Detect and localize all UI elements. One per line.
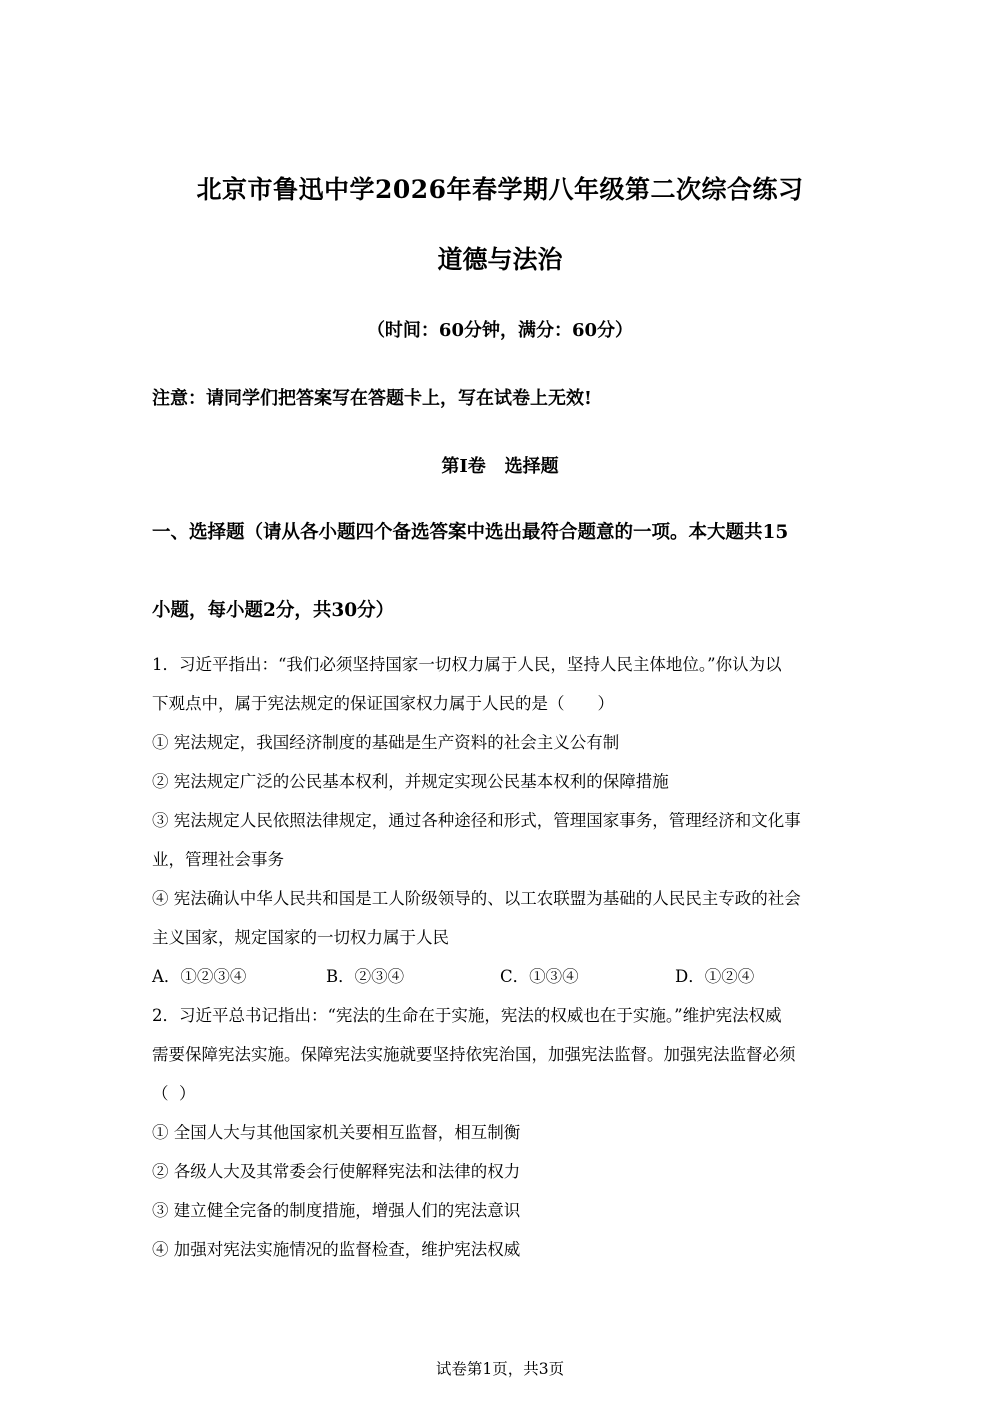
page-footer: 试卷第1页，共3页 [435, 1360, 565, 1378]
q2-stem-line3: （ ） [152, 1084, 196, 1103]
q1-item-4: ④ 宪法确认中华人民共和国是工人阶级领导的、以工农联盟为基础的人民民主专政的社会 [152, 889, 801, 908]
q1-option-b: B．②③④ [326, 967, 405, 986]
q1-item-3: ③ 宪法规定人民依照法律规定，通过各种途径和形式，管理国家事务，管理经济和文化事 [152, 811, 801, 830]
q2-stem-line2: 需要保障宪法实施。保障宪法实施就要坚持依宪治国，加强宪法监督。加强宪法监督必须 [152, 1045, 796, 1064]
q1-option-d: D．①②④ [675, 967, 755, 986]
q1-item-4-cont: 主义国家，规定国家的一切权力属于人民 [152, 928, 449, 947]
q1-item-2: ② 宪法规定广泛的公民基本权利，并规定实现公民基本权利的保障措施 [152, 772, 669, 791]
subject-title: 道德与法治 [437, 245, 563, 274]
q2-item-3: ③ 建立健全完备的制度措施，增强人们的宪法意识 [152, 1201, 521, 1220]
notice-text: 注意：请同学们把答案写在答题卡上，写在试卷上无效! [152, 388, 592, 409]
q1-item-1: ① 宪法规定，我国经济制度的基础是生产资料的社会主义公有制 [152, 733, 620, 752]
q2-item-4: ④ 加强对宪法实施情况的监督检查，维护宪法权威 [152, 1240, 521, 1259]
volume-title: 第I卷 选择题 [441, 456, 559, 477]
q1-stem-line2: 下观点中，属于宪法规定的保证国家权力属于人民的是（ ） [152, 694, 614, 713]
q1-option-a: A．①②③④ [152, 967, 247, 986]
q1-option-c: C．①③④ [500, 967, 579, 986]
time-info: （时间：60分钟，满分：60分） [366, 320, 634, 341]
section-instruction-line2: 小题，每小题2分，共30分） [152, 600, 395, 621]
exam-title: 北京市鲁迅中学2026年春学期八年级第二次综合练习 [196, 175, 804, 204]
q2-item-2: ② 各级人大及其常委会行使解释宪法和法律的权力 [152, 1162, 521, 1181]
q1-item-3-cont: 业，管理社会事务 [152, 850, 284, 869]
section-instruction-line1: 一、选择题（请从各小题四个备选答案中选出最符合题意的一项。本大题共15 [152, 522, 789, 543]
q2-stem-line1: 2．习近平总书记指出：“宪法的生命在于实施，宪法的权威也在于实施。”维护宪法权威 [152, 1006, 782, 1025]
q2-item-1: ① 全国人大与其他国家机关要相互监督，相互制衡 [152, 1123, 521, 1142]
q1-stem-line1: 1．习近平指出：“我们必须坚持国家一切权力属于人民，坚持人民主体地位。”你认为以 [152, 655, 782, 674]
